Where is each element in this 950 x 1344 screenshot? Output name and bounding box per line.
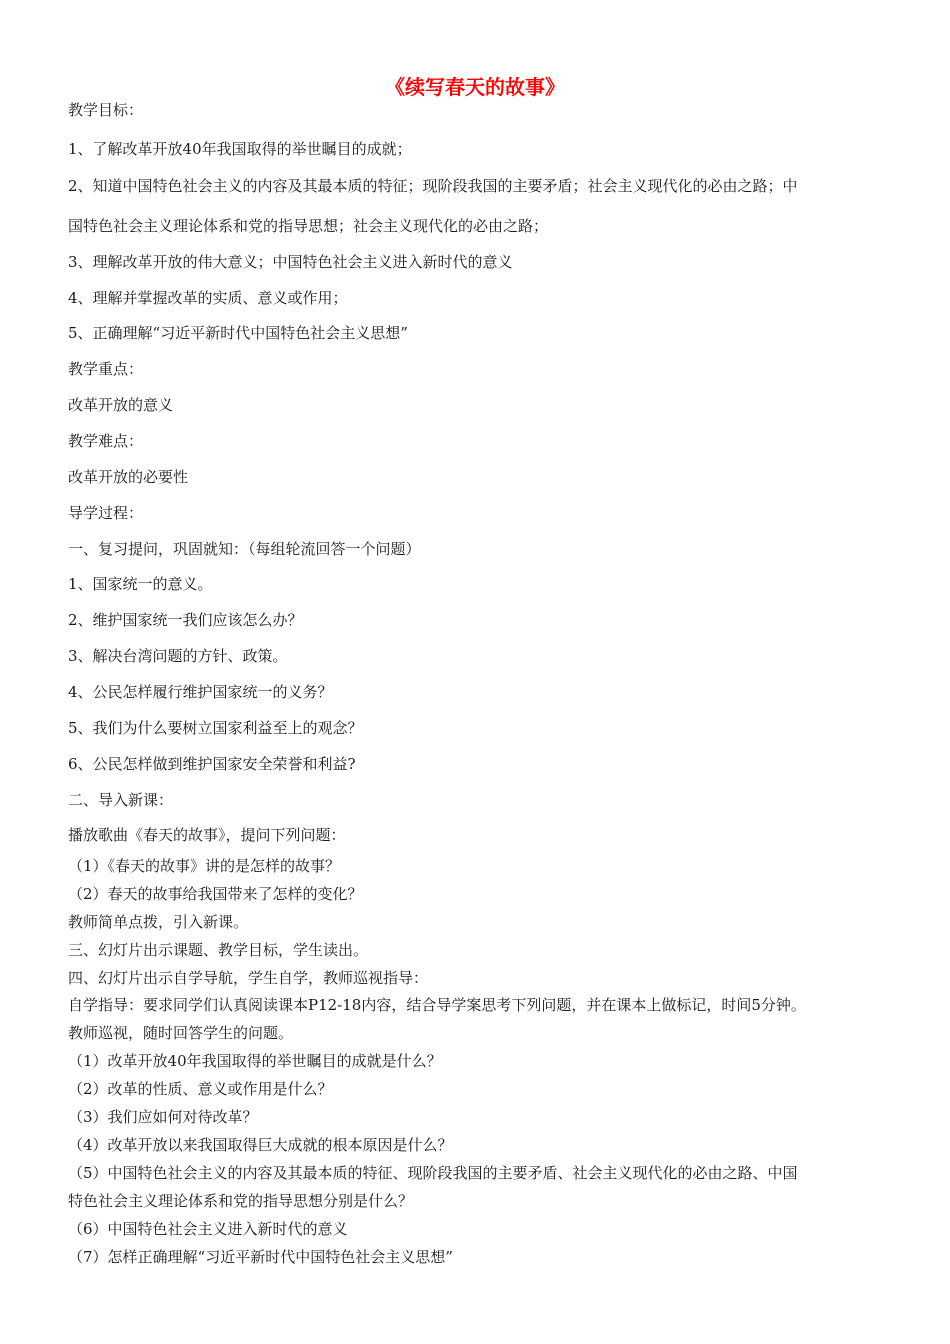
intro-line: 教师简单点拨，引入新课。	[68, 913, 249, 931]
review-question: 5、我们为什么要树立国家利益至上的观念？	[68, 719, 363, 737]
intro-line: （1）改革开放40年我国取得的举世瞩目的成就是什么？	[68, 1052, 442, 1070]
intro-line: 自学指导：要求同学们认真阅读课本P12-18内容，结合导学案思考下列问题，并在课本上做标记，时间5分钟。	[68, 996, 806, 1014]
intro-line: （2）改革的性质、意义或作用是什么？	[68, 1080, 333, 1098]
review-question: 2、维护国家统一我们应该怎么办？	[68, 611, 303, 629]
intro-line: （1）《春天的故事》讲的是怎样的故事？	[68, 857, 341, 875]
process-heading: 导学过程：	[68, 504, 144, 522]
intro-line: 播放歌曲《春天的故事》，提问下列问题：	[68, 826, 346, 844]
objective-item: 5、正确理解“习近平新时代中国特色社会主义思想”	[68, 324, 408, 342]
intro-line: 三、幻灯片出示课题、教学目标，学生读出。	[68, 941, 369, 959]
review-question: 3、解决台湾问题的方针、政策。	[68, 647, 288, 665]
intro-heading: 二、导入新课：	[68, 791, 174, 809]
intro-line: （2）春天的故事给我国带来了怎样的变化？	[68, 885, 363, 903]
intro-line: （7）怎样正确理解“习近平新时代中国特色社会主义思想”	[68, 1248, 453, 1266]
intro-line: 四、幻灯片出示自学导航，学生自学，教师巡视指导：	[68, 969, 429, 987]
intro-line: （4）改革开放以来我国取得巨大成就的根本原因是什么？	[68, 1136, 453, 1154]
document-title: 《续写春天的故事》	[385, 75, 565, 99]
review-question: 4、公民怎样履行维护国家统一的义务？	[68, 683, 333, 701]
review-question: 6、公民怎样做到维护国家安全荣誉和利益?	[68, 755, 356, 773]
intro-line: （3）我们应如何对待改革？	[68, 1108, 258, 1126]
objectives-heading: 教学目标：	[68, 101, 144, 119]
review-question: 1、国家统一的意义。	[68, 575, 213, 593]
key-point: 改革开放的意义	[68, 396, 174, 414]
intro-line: 特色社会主义理论体系和党的指导思想分别是什么？	[68, 1192, 414, 1210]
difficulty-point: 改革开放的必要性	[68, 468, 189, 486]
review-heading: 一、复习提问，巩固就知：（每组轮流回答一个问题）	[68, 540, 421, 558]
objective-item: 2、知道中国特色社会主义的内容及其最本质的特征；现阶段我国的主要矛盾；社会主义现代化的必由之路；中	[68, 177, 798, 195]
objective-item-continued: 国特色社会主义理论体系和党的指导思想；社会主义现代化的必由之路；	[68, 217, 549, 235]
objective-item: 4、理解并掌握改革的实质、意义或作用；	[68, 289, 348, 307]
objective-item: 1、了解改革开放40年我国取得的举世瞩目的成就；	[68, 140, 412, 158]
difficulty-heading: 教学难点：	[68, 432, 144, 450]
intro-line: （6）中国特色社会主义进入新时代的意义	[68, 1220, 348, 1238]
key-heading: 教学重点：	[68, 360, 144, 378]
intro-line: （5）中国特色社会主义的内容及其最本质的特征、现阶段我国的主要矛盾、社会主义现代化的必由之路、中国	[68, 1164, 798, 1182]
intro-line: 教师巡视，随时回答学生的问题。	[68, 1024, 294, 1042]
objective-item: 3、理解改革开放的伟大意义；中国特色社会主义进入新时代的意义	[68, 253, 513, 271]
